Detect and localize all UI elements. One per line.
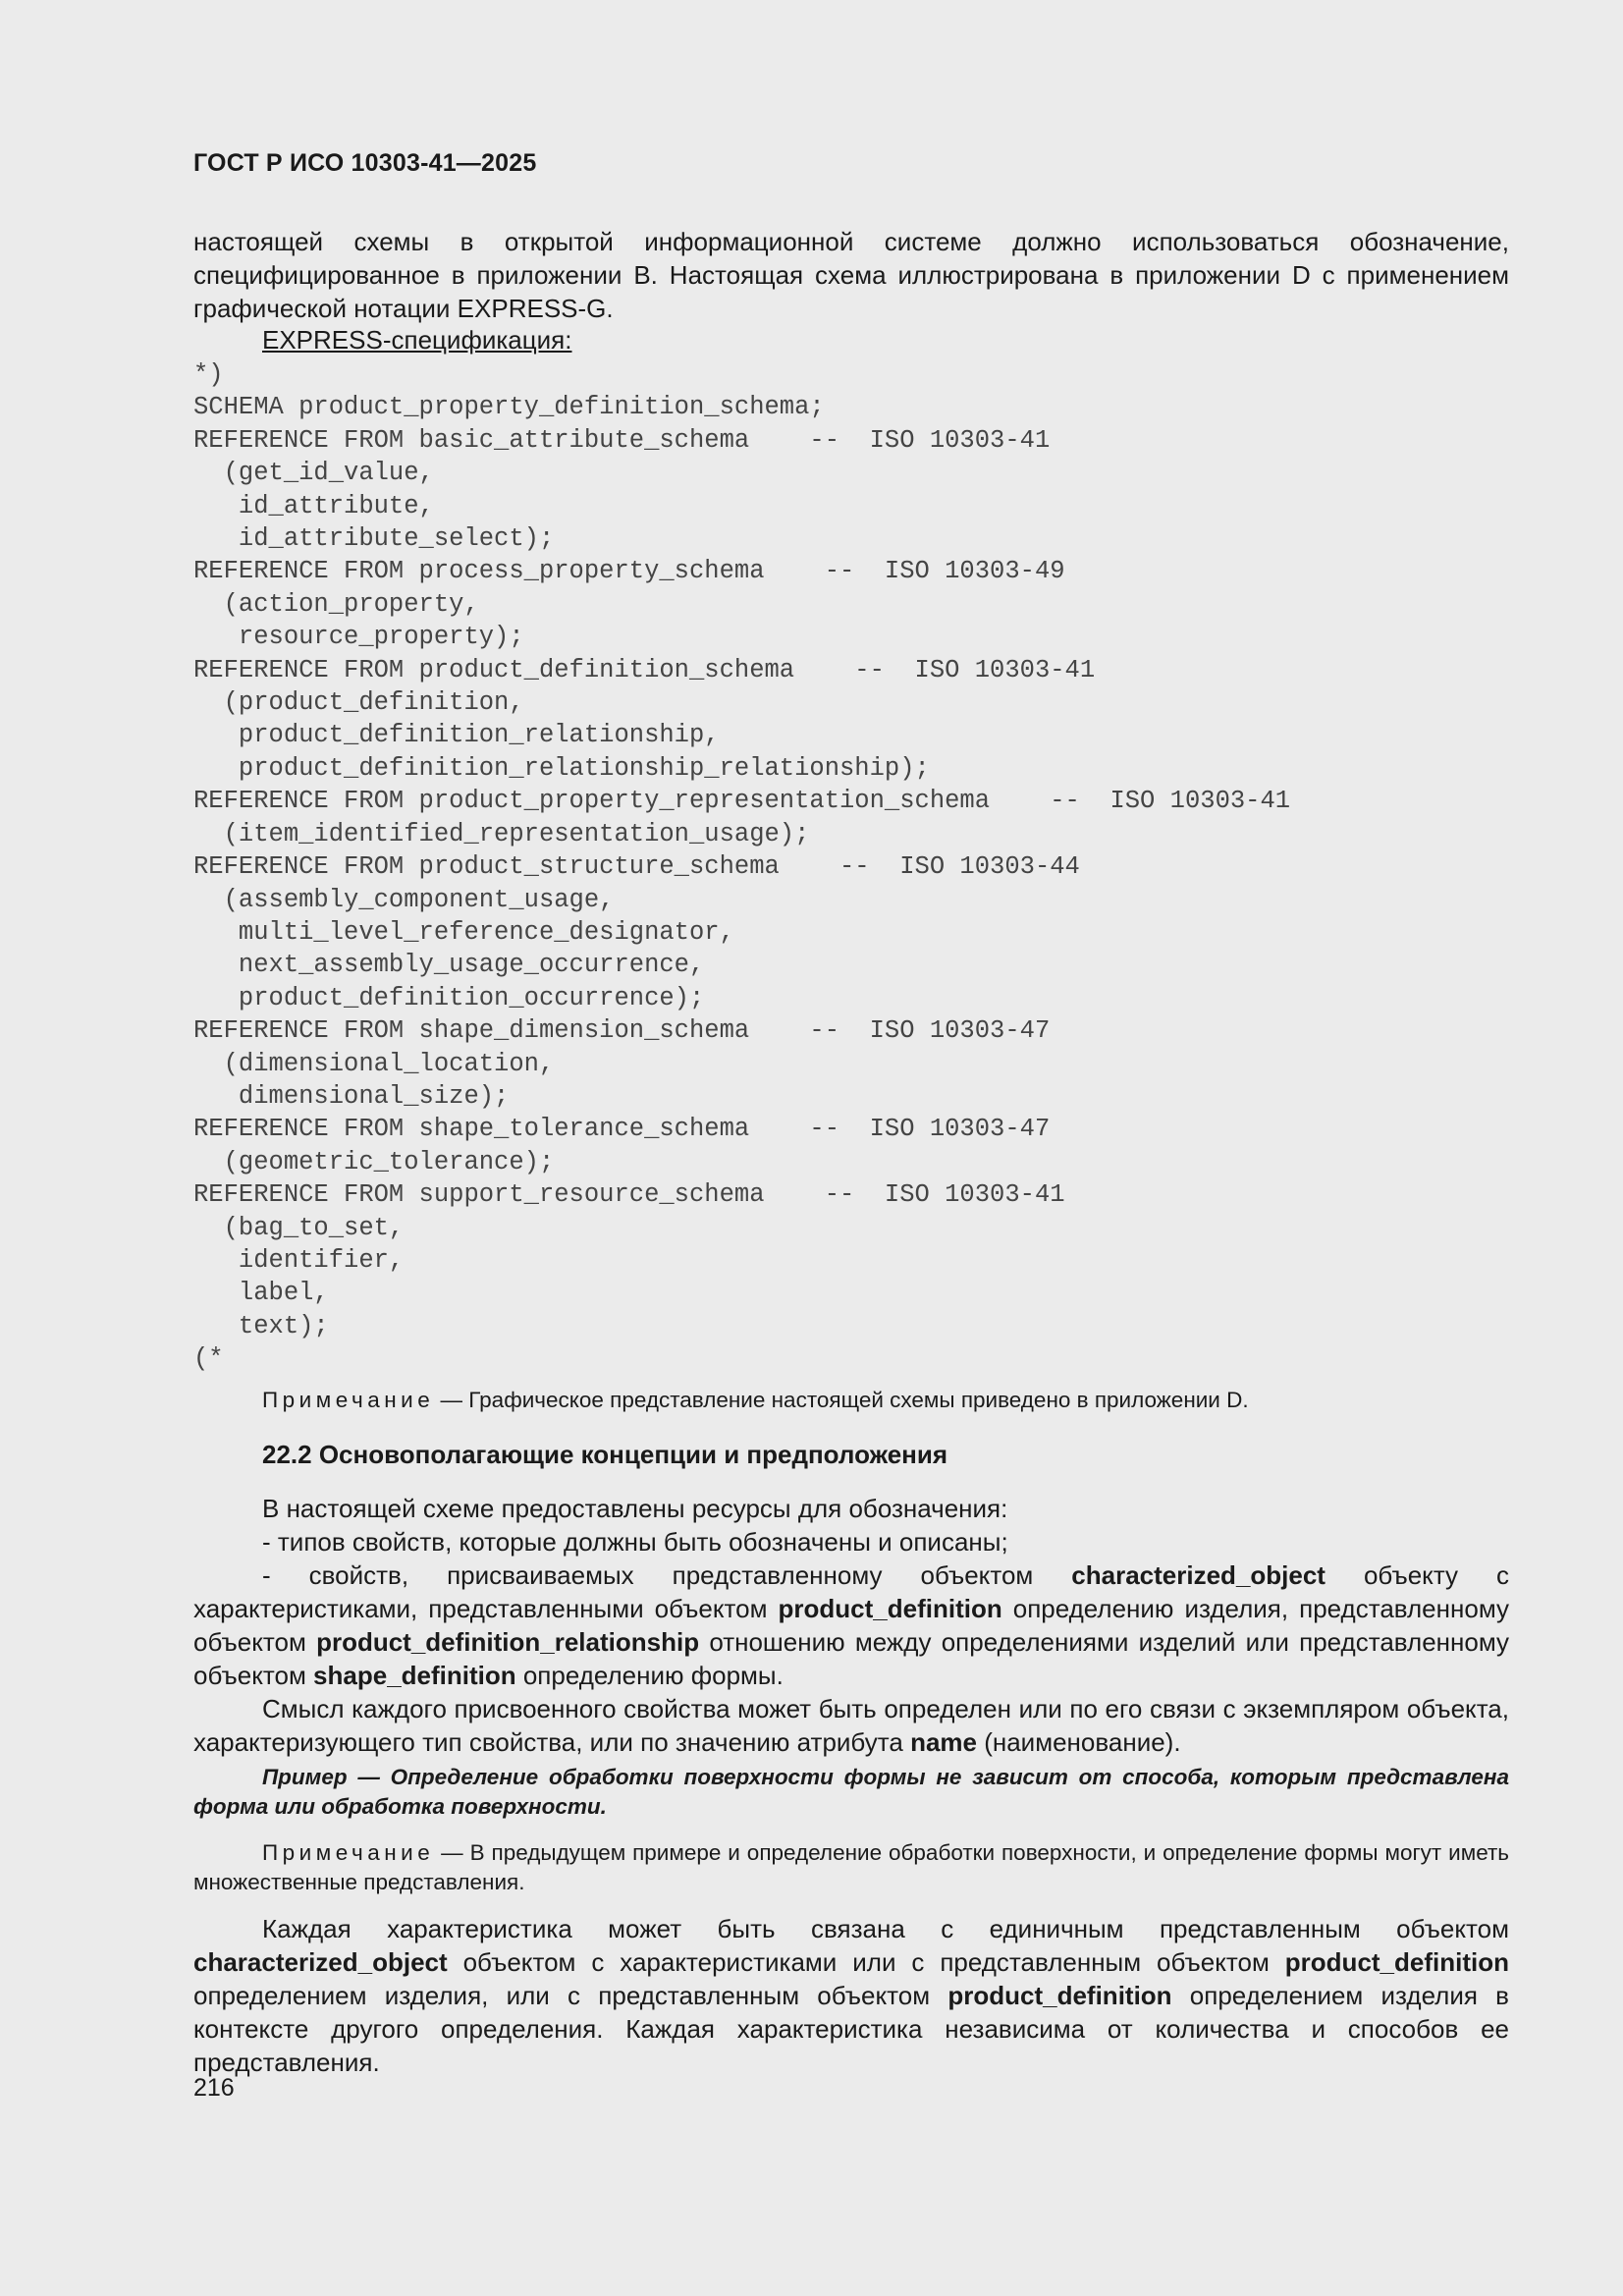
entity-name: shape_definition [313,1661,516,1690]
entity-name: product_definition [1284,1947,1509,1977]
code-line: (dimensional_location, [193,1049,555,1078]
code-line: id_attribute_select); [193,524,555,554]
note-label: Примечание [262,1388,435,1412]
attribute-name: name [910,1727,977,1757]
code-line: next_assembly_usage_occurrence, [193,951,705,980]
code-line: product_definition_relationship_relationship); [193,753,930,783]
paragraph-property-types: - типов свойств, которые должны быть обозначены и описаны; [262,1527,1008,1557]
document-header: ГОСТ Р ИСО 10303-41—2025 [193,149,537,177]
paragraph-property-meaning [193,1692,1509,1759]
code-line: REFERENCE FROM shape_dimension_schema -- ISO 10303-47 [193,1016,1051,1046]
code-line: REFERENCE FROM shape_tolerance_schema -- ISO 10303-47 [193,1115,1051,1144]
entity-name: product_definition_relationship [316,1627,700,1657]
code-line: REFERENCE FROM process_property_schema -- ISO 10303-49 [193,557,1065,586]
code-line: (assembly_component_usage, [193,885,615,914]
code-line: dimensional_size); [193,1081,510,1111]
text-run: - свойств, присваиваемых представленному объектом [262,1560,1072,1590]
express-code-block [193,358,1290,1376]
code-line: (* [193,1344,224,1374]
text-run: (наименование). [976,1727,1181,1757]
code-line: REFERENCE FROM product_definition_schema -- ISO 10303-41 [193,655,1096,684]
code-line: text); [193,1311,329,1340]
code-line: REFERENCE FROM basic_attribute_schema -- ISO 10303-41 [193,425,1051,455]
code-line: (item_identified_representation_usage); [193,819,810,848]
text-run: объекту с характеристиками, представленными объектом [193,1560,1510,1623]
code-line: REFERENCE FROM support_resource_schema -- ISO 10303-41 [193,1180,1065,1210]
code-line: id_attribute, [193,491,434,520]
text-run: определению изделия, представленному объектом [193,1594,1509,1657]
intro-paragraph: настоящей схемы в открытой информационной системе должно использоваться обозначение, специфицированное в приложении В. Настоящая схема иллюстрирована в приложении D с применением графической нотации EXPRESS-G. [193,227,1509,323]
code-line: (geometric_tolerance); [193,1147,555,1176]
code-line: (get_id_value, [193,459,434,488]
text-run: объектом с характеристиками или с представленным объектом [447,1947,1285,1977]
entity-name: product_definition [778,1594,1002,1623]
code-line: (action_property, [193,589,479,619]
text-run: отношению между определениями изделий или представленному объектом [193,1627,1509,1690]
entity-name: characterized_object [1071,1560,1325,1590]
code-line: identifier, [193,1245,405,1275]
note-text: — В предыдущем примере и определение обработки поверхности, и определение формы могут иметь множественные представления. [193,1840,1509,1894]
code-line: label, [193,1279,329,1308]
text-run: определением изделия в контексте другого определения. Каждая характеристика независима от количества и способов ее представления. [193,1981,1509,2077]
note-dash: — [434,1388,469,1412]
resources-paragraphs [193,1492,1509,1759]
express-specification-title: EXPRESS-спецификация: [262,325,572,355]
code-line: REFERENCE FROM product_structure_schema -- ISO 10303-44 [193,852,1080,882]
code-line: multi_level_reference_designator, [193,917,734,947]
paragraph-resources-intro: В настоящей схеме предоставлены ресурсы для обозначения: [262,1494,1008,1523]
code-line: (bag_to_set, [193,1213,405,1242]
text-run: Смысл каждого присвоенного свойства может быть определен или по его связи с экземпляром объекта, характеризующего тип свойства, или по значению атрибута [193,1694,1509,1757]
code-line: resource_property); [193,623,524,652]
paragraph-properties-assigned [193,1558,1509,1692]
text-run: определению формы. [515,1661,784,1690]
section-title: 22.2 Основополагающие концепции и предположения [262,1440,948,1469]
page-number: 216 [193,2074,235,2102]
entity-name: characterized_object [193,1947,448,1977]
code-line: (product_definition, [193,688,524,718]
note-text: Графическое представление настоящей схемы приведено в приложении D. [468,1388,1249,1412]
entity-name: product_definition [947,1981,1172,2010]
paragraph-characteristics [193,1912,1509,2079]
note-graphic-representation [262,1386,1249,1415]
code-line: SCHEMA product_property_definition_schema; [193,393,825,422]
text-run: Каждая характеристика может быть связана с единичным представленным объектом [262,1914,1509,1943]
note-label: Примечание [262,1840,435,1865]
code-line: product_definition_relationship, [193,721,720,750]
text-run: определением изделия, или с представленным объектом [193,1981,948,2010]
code-line: *) [193,360,224,389]
code-line: REFERENCE FROM product_property_representation_schema -- ISO 10303-41 [193,787,1291,816]
code-line: product_definition_occurrence); [193,983,705,1012]
example-paragraph: Пример — Определение обработки поверхности формы не зависит от способа, которым представлена форма или обработка поверхности. [193,1765,1509,1819]
note-multiple-representations [193,1838,1509,1897]
